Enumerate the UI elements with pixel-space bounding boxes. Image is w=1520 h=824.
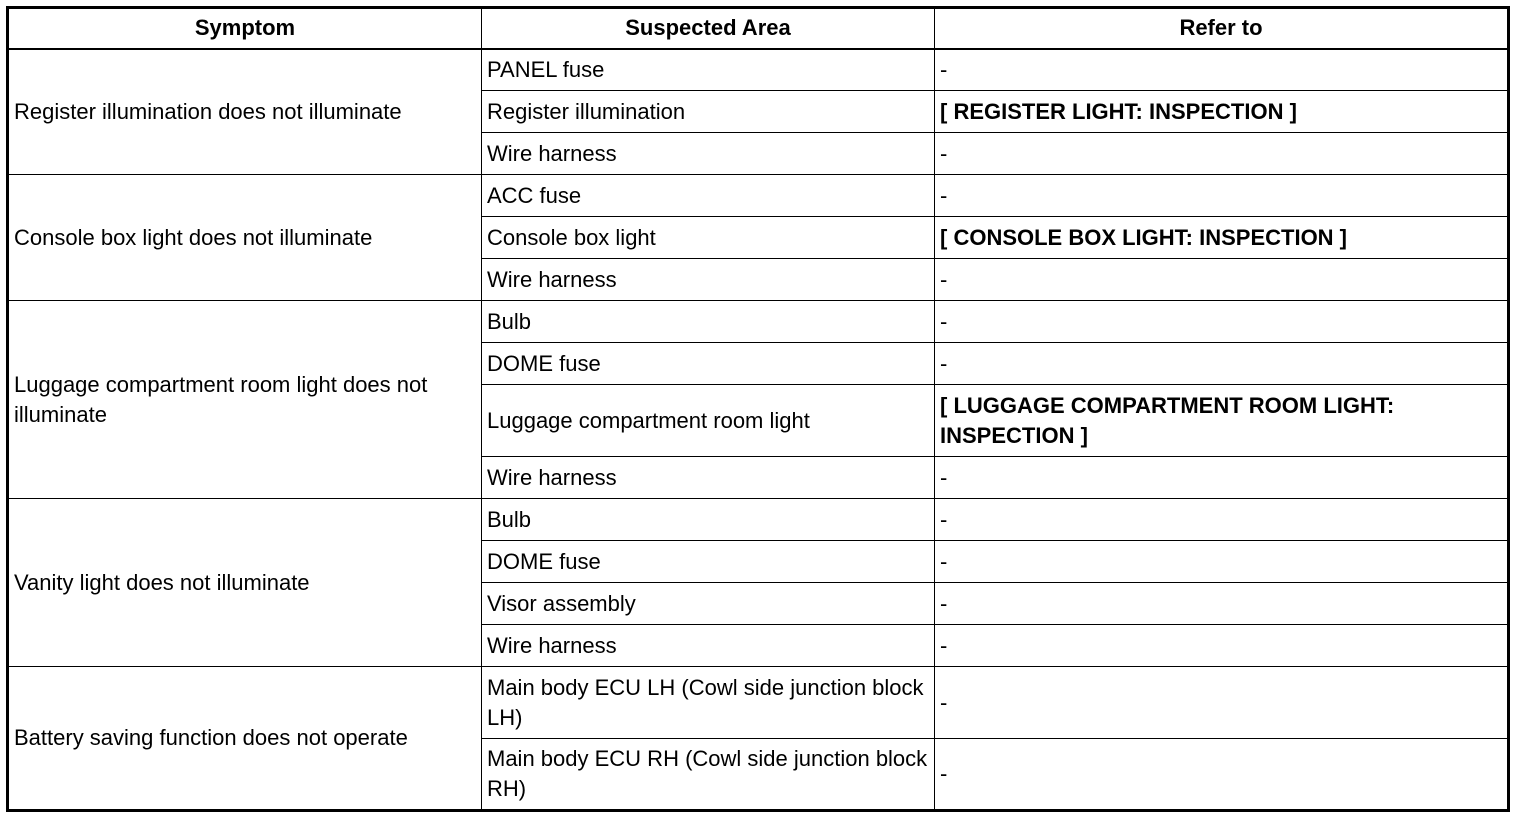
- area-cell: Console box light: [482, 217, 935, 259]
- refer-cell: -: [935, 541, 1509, 583]
- table-row: [8, 49, 1509, 91]
- area-cell: Wire harness: [482, 457, 935, 499]
- refer-cell: -: [935, 583, 1509, 625]
- area-cell: Bulb: [482, 499, 935, 541]
- refer-link[interactable]: [ CONSOLE BOX LIGHT: INSPECTION ]: [935, 217, 1509, 259]
- area-cell: Visor assembly: [482, 583, 935, 625]
- table-row: [8, 301, 1509, 343]
- refer-cell: -: [935, 667, 1509, 739]
- refer-cell: -: [935, 133, 1509, 175]
- area-cell: DOME fuse: [482, 343, 935, 385]
- table-row: [8, 499, 1509, 541]
- area-cell: PANEL fuse: [482, 49, 935, 91]
- table-row: [8, 175, 1509, 217]
- refer-cell: -: [935, 499, 1509, 541]
- refer-link[interactable]: [ REGISTER LIGHT: INSPECTION ]: [935, 91, 1509, 133]
- refer-cell: -: [935, 259, 1509, 301]
- symptom-cell: Luggage compartment room light does not illuminate: [8, 301, 482, 499]
- header-suspected-area: Suspected Area: [482, 8, 935, 49]
- area-cell: Bulb: [482, 301, 935, 343]
- area-cell: DOME fuse: [482, 541, 935, 583]
- symptom-cell: Battery saving function does not operate: [8, 667, 482, 811]
- header-row: [8, 8, 1509, 49]
- header-symptom: Symptom: [8, 8, 482, 49]
- header-refer-to: Refer to: [935, 8, 1509, 49]
- refer-cell: -: [935, 625, 1509, 667]
- area-cell: Luggage compartment room light: [482, 385, 935, 457]
- area-cell: Wire harness: [482, 625, 935, 667]
- area-cell: Wire harness: [482, 133, 935, 175]
- refer-cell: -: [935, 343, 1509, 385]
- refer-cell: -: [935, 301, 1509, 343]
- area-cell: Register illumination: [482, 91, 935, 133]
- area-cell: Main body ECU RH (Cowl side junction block RH): [482, 739, 935, 811]
- table-row: [8, 667, 1509, 739]
- refer-cell: -: [935, 49, 1509, 91]
- area-cell: Main body ECU LH (Cowl side junction block LH): [482, 667, 935, 739]
- symptom-cell: Vanity light does not illuminate: [8, 499, 482, 667]
- symptom-cell: Register illumination does not illuminate: [8, 49, 482, 175]
- area-cell: ACC fuse: [482, 175, 935, 217]
- refer-cell: -: [935, 175, 1509, 217]
- refer-cell: -: [935, 457, 1509, 499]
- refer-cell: -: [935, 739, 1509, 811]
- troubleshooting-table: [6, 6, 1510, 812]
- symptom-cell: Console box light does not illuminate: [8, 175, 482, 301]
- area-cell: Wire harness: [482, 259, 935, 301]
- refer-link[interactable]: [ LUGGAGE COMPARTMENT ROOM LIGHT: INSPECTION ]: [935, 385, 1509, 457]
